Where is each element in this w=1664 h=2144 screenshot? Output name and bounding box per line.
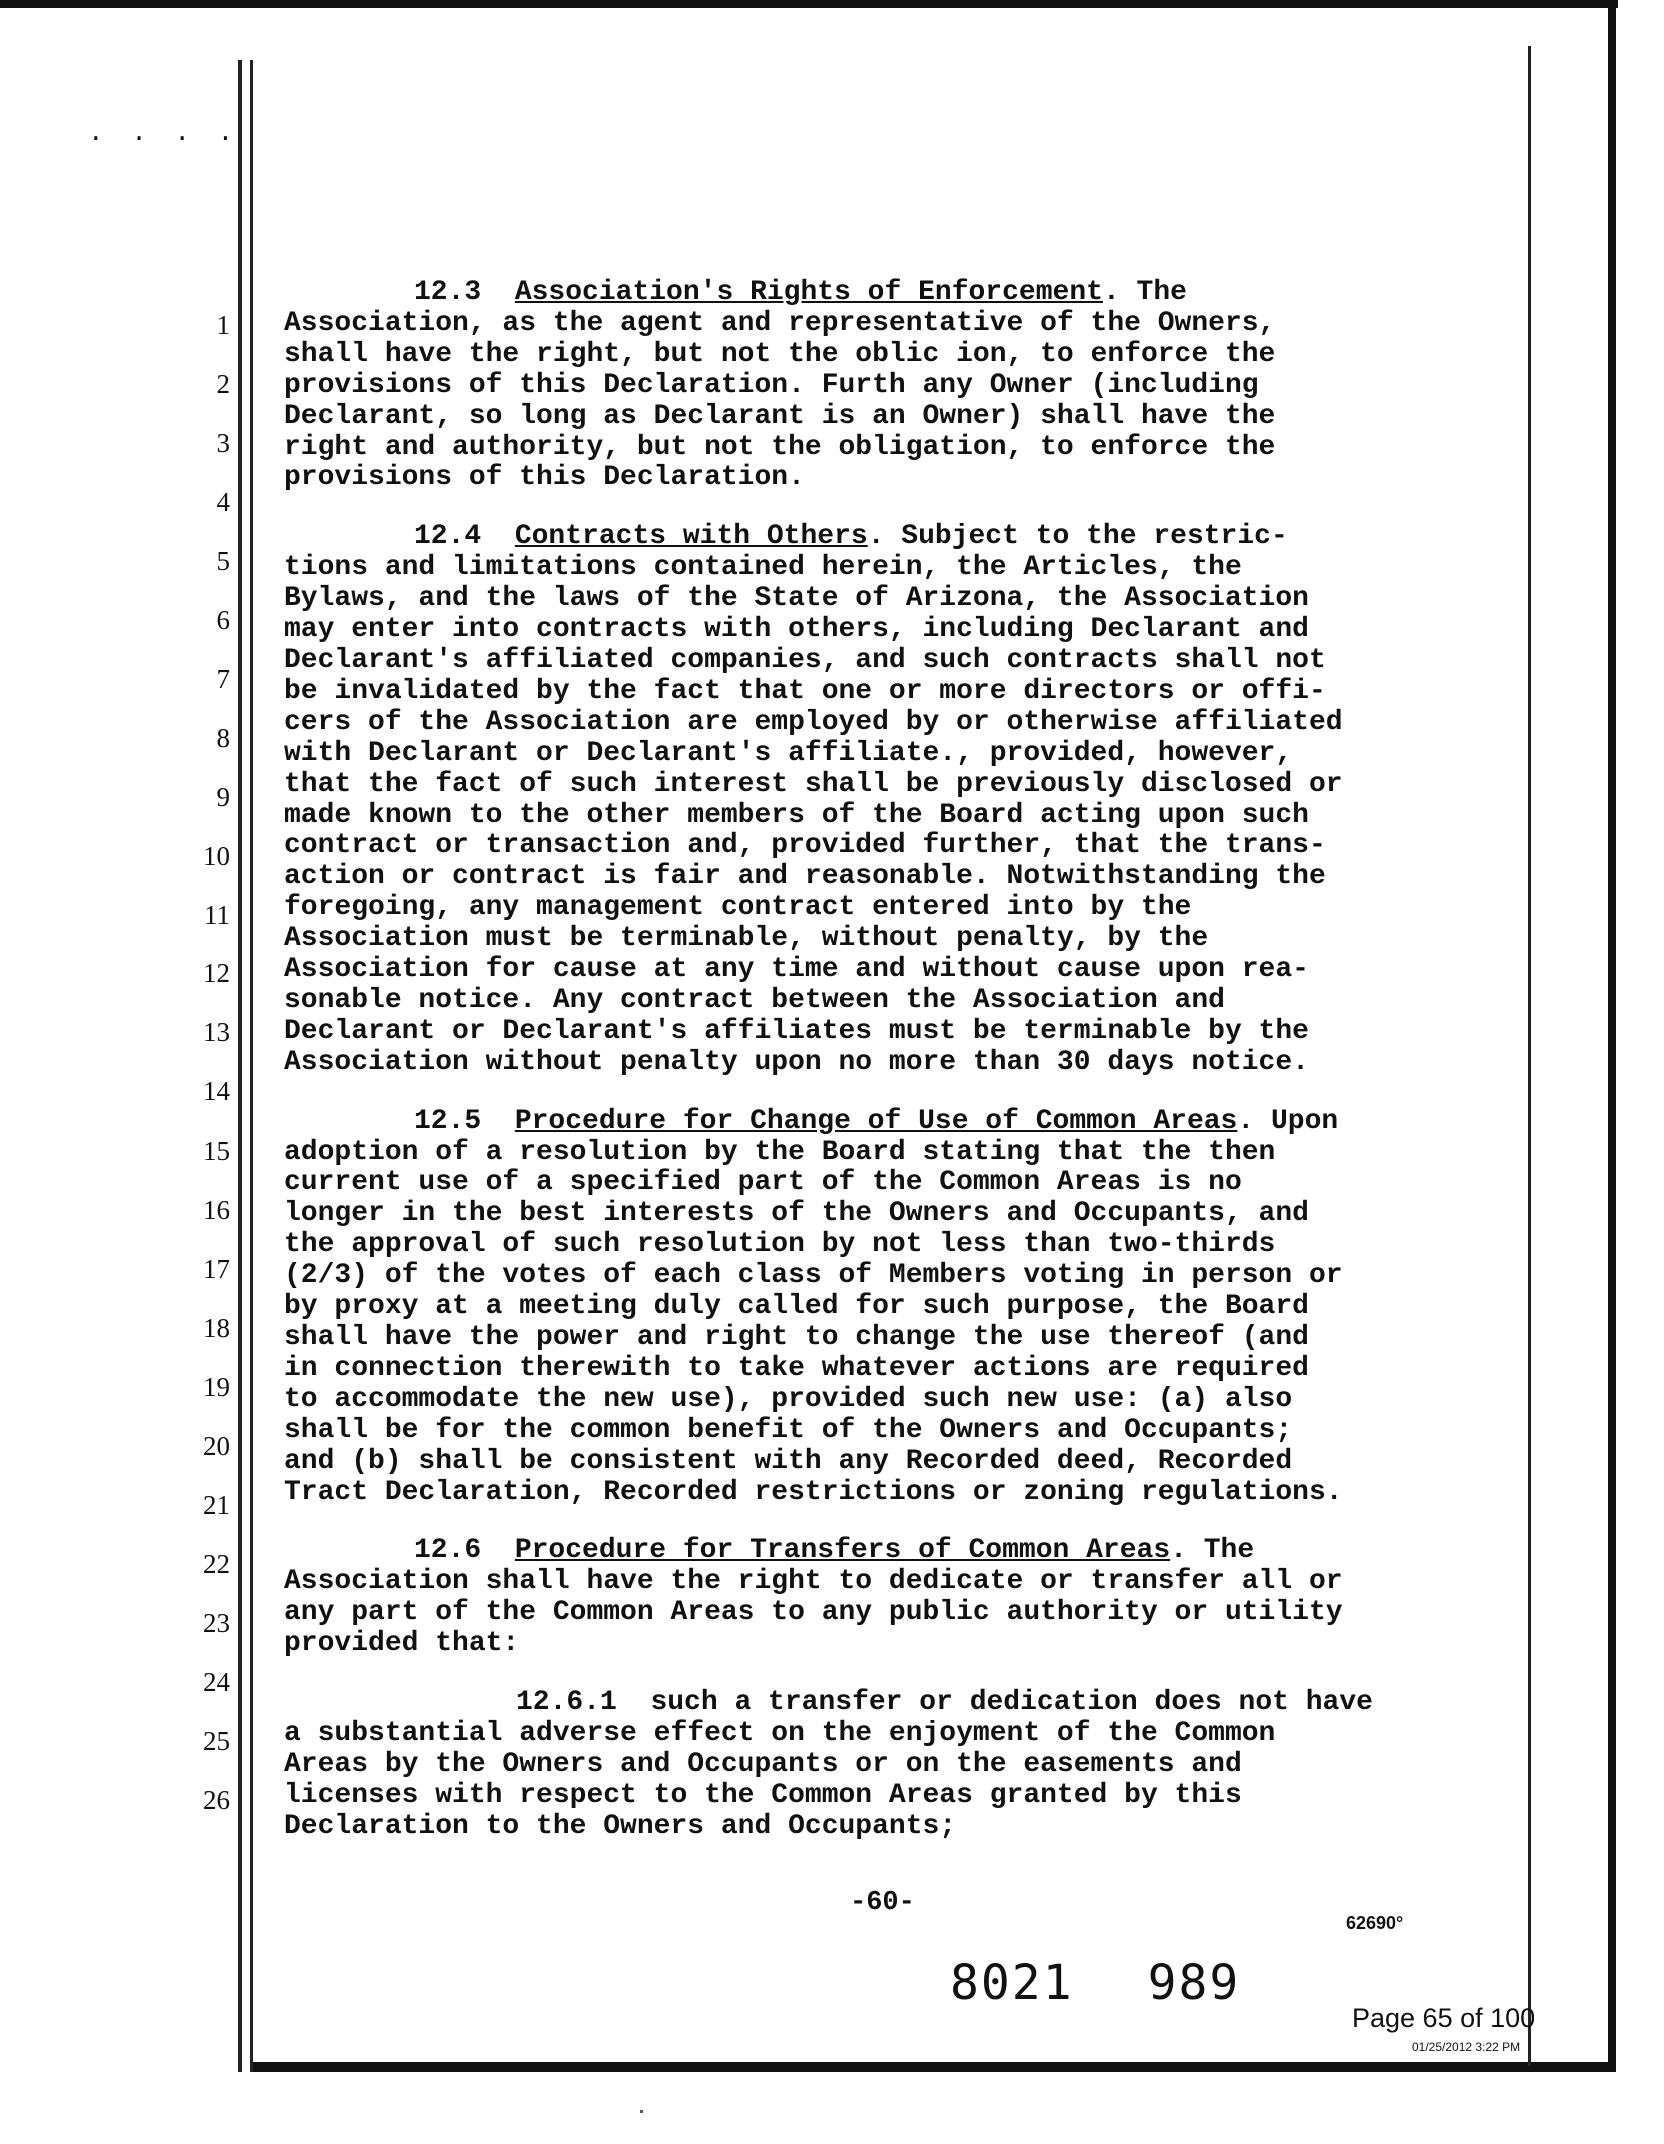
- text-line: . Upon: [1237, 1105, 1339, 1137]
- text-line: in connection therewith to take whatever actions are required: [284, 1352, 1309, 1384]
- text-line: Declaration to the Owners and Occupants;: [284, 1810, 957, 1842]
- section-number: 12.6: [414, 1535, 482, 1567]
- line-number: 6: [216, 605, 230, 635]
- text-line: adoption of a resolution by the Board stating that the then: [284, 1136, 1276, 1168]
- section-number: 12.4: [414, 521, 482, 553]
- text-line: . The: [1102, 277, 1187, 308]
- line-number: 20: [203, 1431, 230, 1461]
- line-number: 19: [203, 1372, 230, 1402]
- line-number: 3: [216, 428, 230, 458]
- text-line: Tract Declaration, Recorded restrictions or zoning regulations.: [284, 1476, 1343, 1508]
- scan-frame-top: [0, 0, 1618, 8]
- line-number: 17: [203, 1254, 230, 1284]
- section-number: 12.5: [414, 1105, 482, 1137]
- section-12-4: [284, 522, 1474, 1078]
- text-line: current use of a specified part of the Common Areas is no: [284, 1167, 1242, 1199]
- text-line: Association without penalty upon no more than 30 days notice.: [284, 1046, 1309, 1078]
- line-number: 5: [216, 546, 230, 576]
- line-number: 22: [203, 1549, 230, 1579]
- text-line: may enter into contracts with others, including Declarant and: [284, 614, 1309, 646]
- line-number: 21: [203, 1490, 230, 1520]
- line-number: 10: [203, 841, 230, 871]
- text-line: provided that:: [284, 1628, 520, 1660]
- text-line: Association for cause at any time and without cause upon rea-: [284, 954, 1309, 986]
- text-line: Declarant's affiliated companies, and such contracts shall not: [284, 644, 1326, 676]
- text-line: shall have the right, but not the oblic ion, to enforce the: [284, 338, 1276, 370]
- text-line: to accommodate the new use), provided such new use: (a) also: [284, 1383, 1293, 1415]
- line-number: 26: [203, 1785, 230, 1815]
- line-number: 8: [216, 723, 230, 753]
- text-line: contract or transaction and, provided further, that the trans-: [284, 830, 1326, 862]
- section-first-line: [284, 1107, 1474, 1138]
- section-number: 12.3: [414, 277, 482, 308]
- text-line: such a transfer or dedication does not have: [650, 1687, 1373, 1719]
- text-line: made known to the other members of the Board acting upon such: [284, 799, 1309, 831]
- line-number: 14: [203, 1076, 230, 1106]
- line-number: 4: [216, 487, 230, 517]
- text-line: Areas by the Owners and Occupants or on the easements and: [284, 1748, 1242, 1780]
- text-line: right and authority, but not the obligation, to enforce the: [284, 431, 1276, 463]
- line-number: 9: [216, 782, 230, 812]
- text-line: . Subject to the restric-: [867, 521, 1288, 553]
- line-number: 23: [203, 1608, 230, 1638]
- scan-frame-bottom: [250, 2062, 1616, 2072]
- page-counter: Page 65 of 100: [1352, 2003, 1536, 2033]
- text-line: provisions of this Declaration.: [284, 462, 805, 494]
- text-line: Association shall have the right to dedicate or transfer all or: [284, 1566, 1343, 1598]
- text-line: Declarant, so long as Declarant is an Owner) shall have the: [284, 400, 1276, 432]
- line-number: 7: [216, 664, 230, 694]
- section-first-line: [284, 1536, 1474, 1567]
- text-line: Association, as the agent and representative of the Owners,: [284, 307, 1276, 339]
- line-number: 2: [216, 369, 230, 399]
- scan-speck: [640, 2110, 643, 2113]
- line-number: 15: [203, 1136, 230, 1166]
- text-line: tions and limitations contained herein, the Articles, the: [284, 552, 1242, 584]
- text-line: provisions of this Declaration. Furth any Owner (including: [284, 369, 1259, 401]
- section-first-line: [284, 522, 1474, 553]
- text-line: action or contract is fair and reasonable. Notwithstanding the: [284, 861, 1326, 893]
- section-12-6: [284, 1536, 1474, 1660]
- section-12-5: [284, 1107, 1474, 1509]
- line-number: 1: [216, 310, 230, 340]
- document-code: 62690°: [1346, 1913, 1404, 1933]
- section-heading: Association's Rights of Enforcement: [514, 277, 1103, 308]
- line-number: 18: [203, 1313, 230, 1343]
- line-number: 24: [203, 1667, 230, 1697]
- text-line: shall be for the common benefit of the Owners and Occupants;: [284, 1414, 1293, 1446]
- text-line: . The: [1170, 1535, 1255, 1567]
- line-number: 13: [203, 1017, 230, 1047]
- recording-page: 989: [1147, 1955, 1241, 2011]
- text-line: Bylaws, and the laws of the State of Arizona, the Association: [284, 583, 1309, 615]
- document-body: [284, 278, 1474, 1871]
- scan-frame-right: [1608, 0, 1616, 2072]
- print-timestamp: 01/25/2012 3:22 PM: [1412, 2040, 1521, 2054]
- text-line: (2/3) of the votes of each class of Members voting in person or: [284, 1260, 1343, 1292]
- section-heading: Contracts with Others: [514, 521, 868, 553]
- text-line: licenses with respect to the Common Areas granted by this: [284, 1779, 1242, 1811]
- section-first-line: [284, 278, 1474, 309]
- left-margin-rule: [238, 60, 242, 2072]
- page-number: -60-: [850, 1888, 915, 1918]
- text-line: with Declarant or Declarant's affiliate., provided, however,: [284, 737, 1293, 769]
- line-number: 25: [203, 1726, 230, 1756]
- recording-number: [950, 1955, 1240, 2011]
- text-line: a substantial adverse effect on the enjoyment of the Common: [284, 1717, 1276, 1749]
- text-line: by proxy at a meeting duly called for such purpose, the Board: [284, 1291, 1309, 1323]
- text-line: foregoing, any management contract entered into by the: [284, 892, 1192, 924]
- section-heading: Procedure for Transfers of Common Areas: [514, 1535, 1171, 1567]
- text-line: that the fact of such interest shall be previously disclosed or: [284, 768, 1343, 800]
- text-line: the approval of such resolution by not less than two-thirds: [284, 1229, 1276, 1261]
- margin-marks: . . . .: [88, 118, 240, 148]
- recording-book: 8021: [950, 1955, 1074, 2011]
- text-line: be invalidated by the fact that one or more directors or offi-: [284, 675, 1326, 707]
- text-line: Association must be terminable, without penalty, by the: [284, 923, 1209, 955]
- line-number: 16: [203, 1195, 230, 1225]
- section-first-line: [284, 1688, 1474, 1719]
- text-line: any part of the Common Areas to any public authority or utility: [284, 1597, 1343, 1629]
- section-12-6-1: [284, 1688, 1474, 1843]
- text-line: Declarant or Declarant's affiliates must be terminable by the: [284, 1015, 1309, 1047]
- line-number: 12: [203, 958, 230, 988]
- text-line: sonable notice. Any contract between the Association and: [284, 984, 1225, 1016]
- line-number: 11: [204, 900, 230, 930]
- section-number: 12.6.1: [516, 1687, 617, 1719]
- text-line: longer in the best interests of the Owners and Occupants, and: [284, 1198, 1309, 1230]
- left-margin-rule-inner: [250, 60, 253, 2072]
- text-line: cers of the Association are employed by or otherwise affiliated: [284, 706, 1343, 738]
- text-line: shall have the power and right to change the use thereof (and: [284, 1322, 1309, 1353]
- text-line: and (b) shall be consistent with any Recorded deed, Recorded: [284, 1445, 1293, 1477]
- section-12-3: [284, 278, 1474, 494]
- section-heading: Procedure for Change of Use of Common Areas: [514, 1105, 1238, 1137]
- right-margin-rule: [1528, 46, 1531, 2066]
